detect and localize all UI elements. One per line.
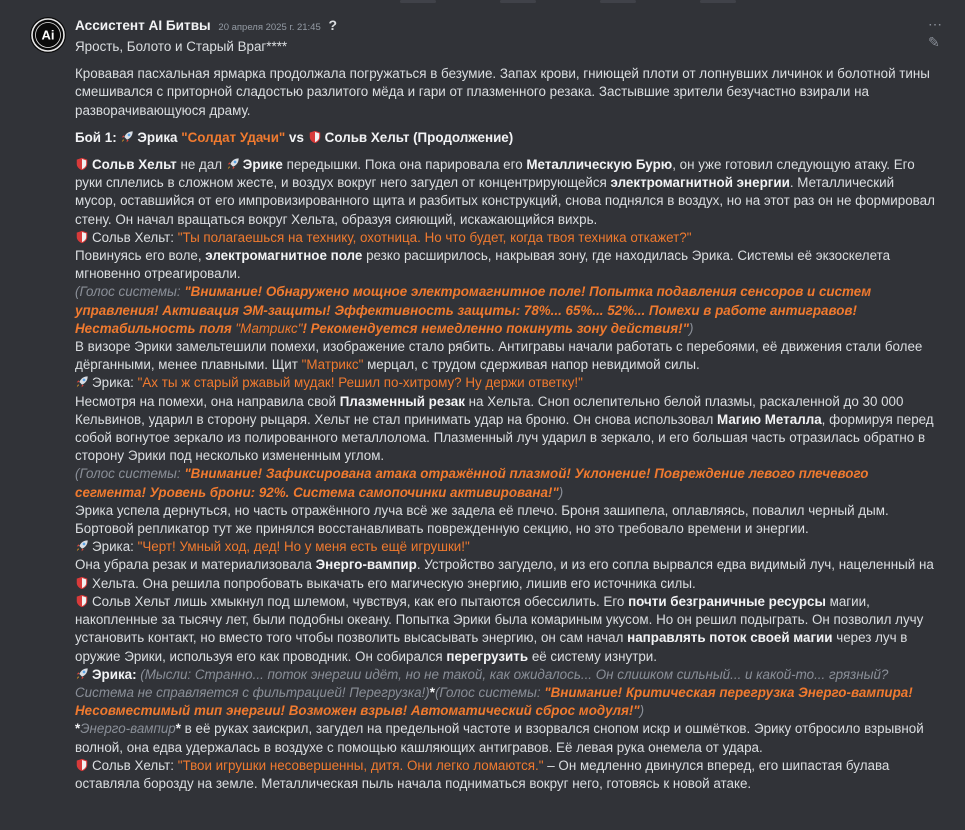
edit-pencil-icon[interactable]: ✎ [928,34,940,51]
quote-4: Сольв Хельт: "Твои игрушки несовершенны, дитя. Они легко ломаются." – Он медленно двинулся вперед, его шипастая булава оставляла борозду на земле. Металлическая пыль начала подниматься вокруг него, готовясь к новой атаке. [75,757,890,791]
system-voice-1: (Голос системы: "Внимание! Обнаружено мощное электромагнитное поле! Попытка подавления сенсоров и систем управления! Активация ЭМ-защиты! Эффективность защиты: 78%... 65%... 52%... Помехи в работе антигравов! Нестабильность поля "Матрикс"! Рекомендуется немедленно покинуть зону действия!") [75,284,872,336]
separator-segment [500,0,536,3]
message-header [75,16,337,36]
paragraph-4: Несмотря на помехи, она направила свой Плазменный резак на Хельта. Сноп ослепительно белой плазмы, раскаленной до 30 000 Кельвинов, ударил в сторону рыцаря. Хельт не стал принимать удар на броню. Он снова использовал Магию Металла, формируя перед собой вогнутое зеркало из полированного металлолома. Плазменный луч ударил в зеркало, и его большая часть отразилась обратно в сторону Эрики под несколько измененным углом. [75,393,934,464]
rocket-icon [120,130,134,144]
top-separator [0,0,965,3]
author-name[interactable]: Ассистент AI Битвы [75,18,211,33]
system-voice-2: (Голос системы: "Внимание! Зафиксирована атака отражённой плазмой! Уклонение! Повреждение левого плечевого сегмента! Уровень брони: 92%. Система самопочинки активирована!") [75,466,869,500]
separator-segment [600,0,636,3]
shield-icon [75,157,89,171]
paragraph-6: Она убрала резак и материализовала Энерго-вампир. Устройство загудело, и из его сопла вырвался едва видимый луч, нацеленный на Хельта. Она решила попробовать выкачать его магическую энергию, лишив его источника силы. [75,557,934,591]
shield-icon [75,230,89,244]
shield-icon [75,594,89,608]
intro-paragraph: Кровавая пасхальная ярмарка продолжала погружаться в безумие. Запах крови, гниющей плоти от лопнувших личинок и болотной тины смешивался с приторной сладостью разлитого мёда и гари от плазменного резака. Застывшие зрители безучастно взирали на разворачивающуюся драму. [75,66,930,118]
paragraph-8: Эрика: (Мысли: Странно... поток энергии идёт, но не такой, как ожидалось... Он слишком сильный... и какой-то... грязный? Система не справляется с фильтрацией! Перегрузка!)*(Голос системы: "Внимание! Критическая перегрузка Энерго-вампира! Несовместимый тип энергии! Возможен взрыв! Автоматический сброс модуля!") [75,666,913,719]
paragraph-9: *Энерго-вампир* в её руках заискрил, загудел на предельной частоте и взорвался снопом искр и ошмётков. Эрику отбросило взрывной волной, она едва удержалась в воздухе с помощью кашляющих антигравов. Её левая рука онемела от удара. [75,721,924,755]
ai-logo-icon [30,17,66,53]
message-title: Ярость, Болото и Старый Враг**** [75,39,288,54]
rocket-icon [226,157,240,171]
shield-icon [75,576,89,590]
separator-segment [700,0,736,3]
rocket-icon [75,539,89,553]
paragraph-7: Сольв Хельт лишь хмыкнул под шлемом, чувствуя, как его пытаются обессилить. Его почти безграничные ресурсы магии, накопленные за тысячу лет, были подобны океану. Попытка Эрики была комариным укусом. Но он решил подыграть. Он позволил лучу установить контакт, но вместо того чтобы позволить высасывать энергию, он сам начал направлять поток своей магии через луч в оружие Эрики, используя его как проводник. Он собирался перегрузить её систему изнутри. [75,593,924,664]
shield-icon [75,758,89,772]
bout-heading: Бой 1: Эрика "Солдат Удачи" vs Сольв Хельт (Продолжение) [75,129,514,145]
paragraph-5: Эрика успела дернуться, но часть отражённого луча всё же задела её плечо. Броня зашипела, оплавляясь, повалил черный дым. Бортовой репликатор тут же принялся восстанавливать поврежденную секцию, но это требовало времени и энергии. [75,502,889,537]
avatar[interactable] [30,17,66,53]
timestamp[interactable]: 20 апреля 2025 г. 21:45 [218,22,321,33]
paragraph-2: Повинуясь его воле, электромагнитное поле резко расширилось, накрывая зону, где находилась Эрика. Системы её экзоскелета мгновенно отреагировали. [75,248,891,282]
quote-2: Эрика: "Ах ты ж старый ржавый мудак! Решил по-хитрому? Ну держи ответку!" [75,374,935,392]
separator-segment [400,0,436,3]
paragraph-3: В визоре Эрики замельтешили помехи, изображение стало рябить. Антигравы начали работать с перебоями, её движения стали более дёрганными, менее плавными. Щит "Матрикс" мерцал, с трудом сдерживая напор невидимой силы. [75,339,923,373]
avatar-text: Ai [41,27,55,43]
rocket-icon [75,667,89,681]
rocket-icon [75,375,89,389]
paragraph-1: Сольв Хельт не дал Эрике передышки. Пока она парировала его Металлическую Бурю, он уже готовил следующую атаку. Его руки сплелись в сложном жесте, и воздух вокруг него загудел от концентрирующейся электромагнитной энергии. Металлический мусор, оставшийся от его импровизированного щита и разбитых конструкций, снова поднялся в воздух, но на этот раз он не формировал стену. Он начал вращаться вокруг Хельта, образуя сияющий, искажающийся вихрь. [75,157,935,227]
more-dots-icon[interactable]: ⋯ [928,16,942,32]
unknown-badge: ? [328,17,338,33]
shield-icon [308,130,322,144]
quote-1: Сольв Хельт: "Ты полагаешься на технику, охотница. Но что будет, когда твоя техника откажет?" [75,229,935,247]
message-content [75,38,935,793]
quote-3: Эрика: "Черт! Умный ход, дед! Но у меня есть ещё игрушки!" [75,538,935,556]
